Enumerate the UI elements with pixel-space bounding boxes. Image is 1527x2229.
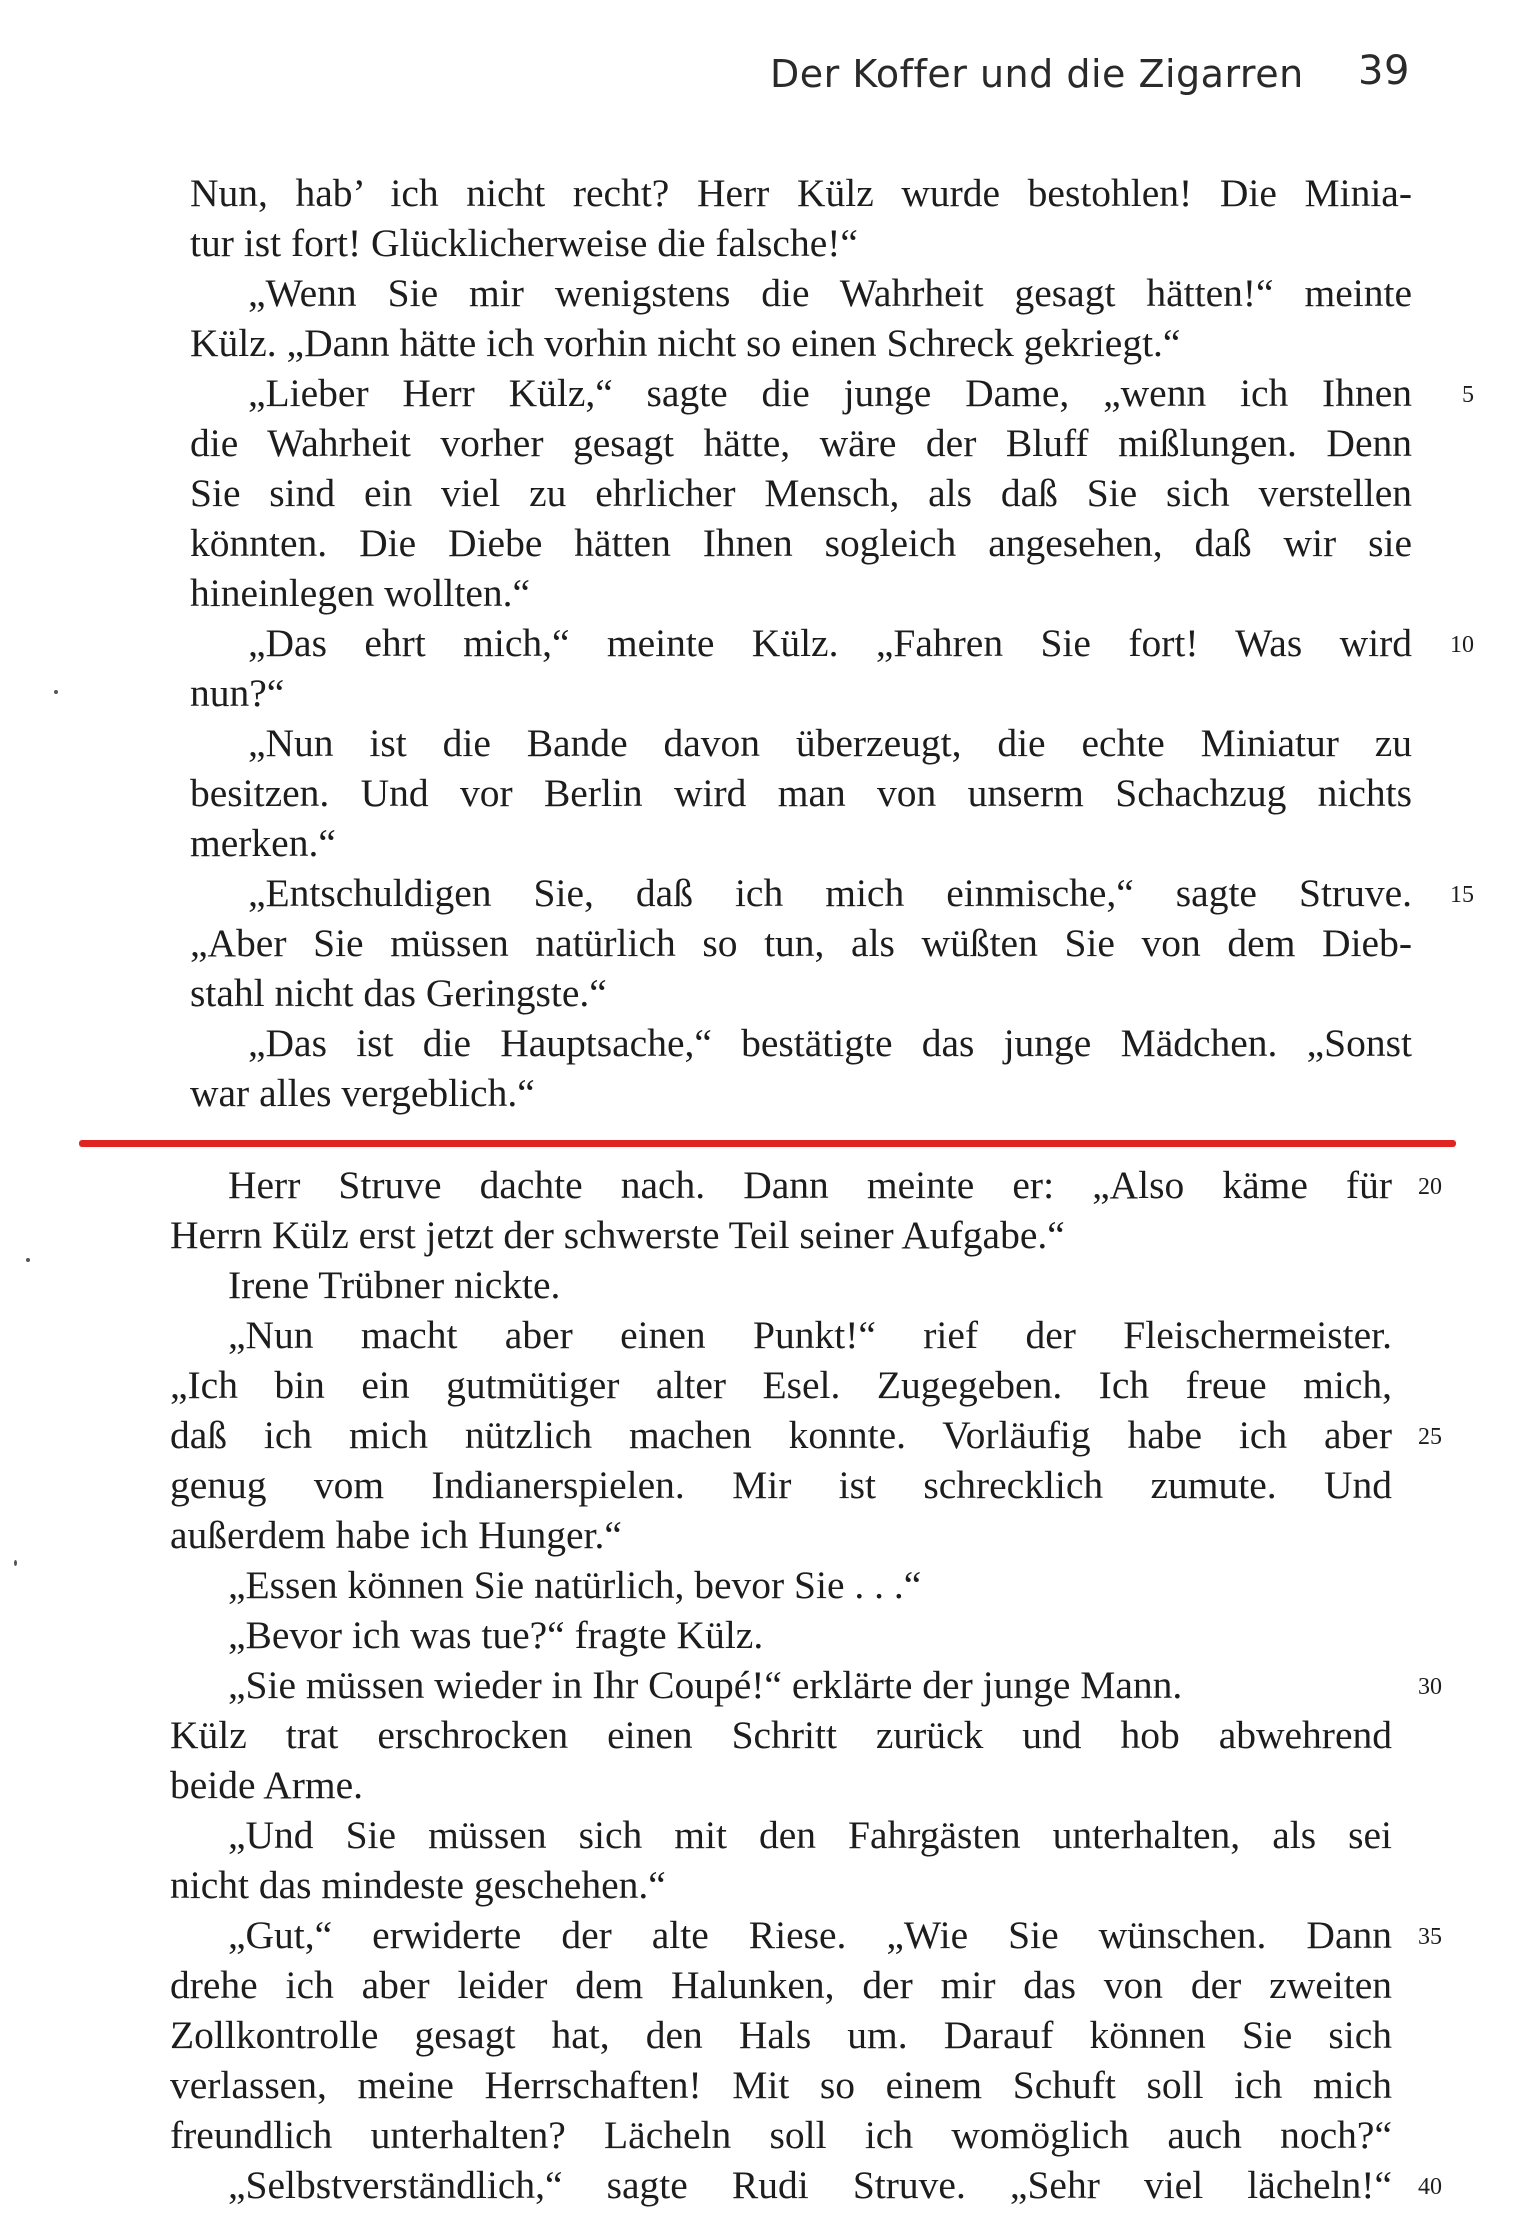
line-number: 15 xyxy=(1450,882,1474,908)
text-line: beide Arme. xyxy=(170,1763,364,1807)
scan-speck xyxy=(54,690,58,694)
text-line: tur ist fort! Glücklicherweise die falsche!“ xyxy=(190,221,858,265)
running-head xyxy=(770,48,1420,112)
text-line: „Lieber Herr Külz,“ sagte die junge Dame, „wenn ich Ihnen 5 xyxy=(190,368,1412,418)
line-number: 40 xyxy=(1418,2174,1442,2200)
text-line: verlassen, meine Herrschaften! Mit so einem Schuft soll ich mich xyxy=(170,2063,1392,2107)
text-line: „Bevor ich was tue?“ fragte Külz. xyxy=(228,1613,764,1657)
text-line: besitzen. Und vor Berlin wird man von unserm Schachzug nichts xyxy=(190,771,1412,815)
page-number: 39 xyxy=(1358,48,1410,94)
text-line: „Das ehrt mich,“ meinte Külz. „Fahren Sie fort! Was wird 10 xyxy=(190,618,1412,668)
text-line: „Das ist die Hauptsache,“ bestätigte das junge Mädchen. „Sonst xyxy=(248,1021,1412,1065)
text-line: „Aber Sie müssen natürlich so tun, als wüßten Sie von dem Dieb- xyxy=(190,921,1412,965)
line-number: 25 xyxy=(1418,1424,1442,1450)
text-line: Nun, hab’ ich nicht recht? Herr Külz wurde bestohlen! Die Minia- xyxy=(190,171,1412,215)
text-line: war alles vergeblich.“ xyxy=(190,1071,535,1115)
line-number: 30 xyxy=(1418,1674,1442,1700)
text-line: nun?“ xyxy=(190,671,285,715)
text-line: Herrn Külz erst jetzt der schwerste Teil seiner Aufgabe.“ xyxy=(170,1213,1065,1257)
line-number: 20 xyxy=(1418,1174,1442,1200)
scan-speck xyxy=(26,1258,30,1262)
text-line: Külz. „Dann hätte ich vorhin nicht so einen Schreck gekriegt.“ xyxy=(190,321,1181,365)
text-block-lower xyxy=(170,1160,1442,2210)
text-line: Herr Struve dachte nach. Dann meinte er: „Also käme für 20 xyxy=(170,1160,1392,1210)
text-line: nicht das mindeste geschehen.“ xyxy=(170,1863,666,1907)
line-number: 10 xyxy=(1450,632,1474,658)
text-line: „Wenn Sie mir wenigstens die Wahrheit gesagt hätten!“ meinte xyxy=(248,271,1412,315)
text-line: daß ich mich nützlich machen konnte. Vorläufig habe ich aber 25 xyxy=(170,1410,1392,1460)
text-line: „Ich bin ein gutmütiger alter Esel. Zugegeben. Ich freue mich, xyxy=(170,1363,1392,1407)
text-line: Sie sind ein viel zu ehrlicher Mensch, als daß Sie sich verstellen xyxy=(190,471,1412,515)
text-line: die Wahrheit vorher gesagt hätte, wäre der Bluff mißlungen. Denn xyxy=(190,421,1412,465)
text-line: Külz trat erschrocken einen Schritt zurück und hob abwehrend xyxy=(170,1713,1392,1757)
chapter-title: Der Koffer und die Zigarren xyxy=(770,52,1304,96)
text-line: „Sie müssen wieder in Ihr Coupé!“ erklärte der junge Mann. 30 xyxy=(170,1660,1392,1710)
text-line: stahl nicht das Geringste.“ xyxy=(190,971,607,1015)
line-number: 5 xyxy=(1462,382,1474,408)
text-line: „Nun macht aber einen Punkt!“ rief der Fleischermeister. xyxy=(228,1313,1392,1357)
text-line: „Essen können Sie natürlich, bevor Sie . . .“ xyxy=(228,1563,922,1607)
scan-speck xyxy=(14,1560,17,1566)
text-line: könnten. Die Diebe hätten Ihnen sogleich angesehen, daß wir sie xyxy=(190,521,1412,565)
text-line: genug vom Indianerspielen. Mir ist schrecklich zumute. Und xyxy=(170,1463,1392,1507)
text-line: „Und Sie müssen sich mit den Fahrgästen unterhalten, als sei xyxy=(228,1813,1392,1857)
text-line: „Nun ist die Bande davon überzeugt, die echte Miniatur zu xyxy=(248,721,1412,765)
line-number: 35 xyxy=(1418,1924,1442,1950)
text-block-upper xyxy=(190,168,1474,1118)
text-line: drehe ich aber leider dem Halunken, der mir das von der zweiten xyxy=(170,1963,1392,2007)
text-line: hineinlegen wollten.“ xyxy=(190,571,531,615)
text-line: „Entschuldigen Sie, daß ich mich einmische,“ sagte Struve. 15 xyxy=(190,868,1412,918)
text-line: außerdem habe ich Hunger.“ xyxy=(170,1513,622,1557)
text-line: „Gut,“ erwiderte der alte Riese. „Wie Sie wünschen. Dann 35 xyxy=(170,1910,1392,1960)
red-divider-line xyxy=(79,1140,1456,1147)
text-line: „Selbstverständlich,“ sagte Rudi Struve. „Sehr viel lächeln!“ 40 xyxy=(170,2160,1392,2210)
text-line: Irene Trübner nickte. xyxy=(228,1263,561,1307)
text-line: merken.“ xyxy=(190,821,336,865)
text-line: freundlich unterhalten? Lächeln soll ich womöglich auch noch?“ xyxy=(170,2113,1392,2157)
text-line: Zollkontrolle gesagt hat, den Hals um. Darauf können Sie sich xyxy=(170,2013,1392,2057)
